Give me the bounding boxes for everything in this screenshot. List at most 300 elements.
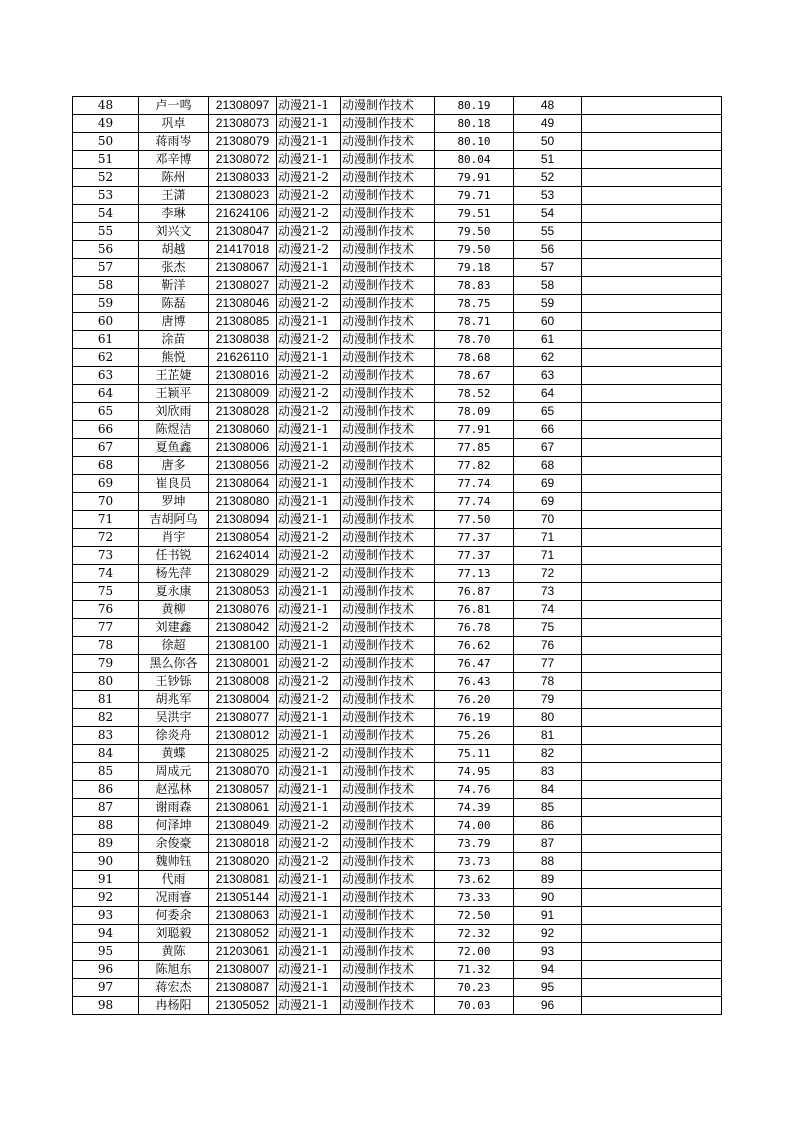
- student-id-cell: 21308077: [209, 709, 277, 727]
- row-number-cell: 97: [73, 979, 139, 997]
- student-name-cell: 涂苗: [139, 331, 209, 349]
- row-number-cell: 85: [73, 763, 139, 781]
- score-cell: 76.78: [435, 619, 514, 637]
- row-number-cell: 50: [73, 133, 139, 151]
- class-name-cell: 动漫21-2: [277, 385, 341, 403]
- score-cell: 77.74: [435, 493, 514, 511]
- row-number-cell: 83: [73, 727, 139, 745]
- row-number-cell: 60: [73, 313, 139, 331]
- major-name-cell: 动漫制作技术: [341, 889, 435, 907]
- score-cell: 79.71: [435, 187, 514, 205]
- blank-cell: [582, 277, 722, 295]
- student-name-cell: 胡越: [139, 241, 209, 259]
- table-row: [73, 295, 722, 313]
- class-name-cell: 动漫21-1: [277, 151, 341, 169]
- row-number-cell: 93: [73, 907, 139, 925]
- blank-cell: [582, 619, 722, 637]
- rank-cell: 71: [514, 529, 582, 547]
- score-cell: 74.76: [435, 781, 514, 799]
- rank-cell: 54: [514, 205, 582, 223]
- student-name-cell: 余俊豪: [139, 835, 209, 853]
- table-body: [73, 97, 722, 1015]
- rank-cell: 90: [514, 889, 582, 907]
- row-number-cell: 98: [73, 997, 139, 1015]
- rank-cell: 93: [514, 943, 582, 961]
- score-cell: 79.50: [435, 223, 514, 241]
- major-name-cell: 动漫制作技术: [341, 763, 435, 781]
- score-cell: 80.18: [435, 115, 514, 133]
- blank-cell: [582, 835, 722, 853]
- score-cell: 79.50: [435, 241, 514, 259]
- table-row: [73, 349, 722, 367]
- score-cell: 79.51: [435, 205, 514, 223]
- row-number-cell: 76: [73, 601, 139, 619]
- student-id-cell: 21305052: [209, 997, 277, 1015]
- row-number-cell: 90: [73, 853, 139, 871]
- student-id-cell: 21308094: [209, 511, 277, 529]
- student-name-cell: 巩卓: [139, 115, 209, 133]
- student-name-cell: 谢雨森: [139, 799, 209, 817]
- class-name-cell: 动漫21-2: [277, 565, 341, 583]
- score-cell: 79.18: [435, 259, 514, 277]
- student-id-cell: 21308029: [209, 565, 277, 583]
- table-row: [73, 511, 722, 529]
- row-number-cell: 88: [73, 817, 139, 835]
- class-name-cell: 动漫21-1: [277, 925, 341, 943]
- major-name-cell: 动漫制作技术: [341, 259, 435, 277]
- student-name-cell: 周成元: [139, 763, 209, 781]
- student-name-cell: 靳洋: [139, 277, 209, 295]
- rank-cell: 79: [514, 691, 582, 709]
- table-row: [73, 619, 722, 637]
- rank-cell: 91: [514, 907, 582, 925]
- score-cell: 71.32: [435, 961, 514, 979]
- student-name-cell: 黄陈: [139, 943, 209, 961]
- student-id-cell: 21308049: [209, 817, 277, 835]
- class-name-cell: 动漫21-2: [277, 619, 341, 637]
- student-id-cell: 21308046: [209, 295, 277, 313]
- student-id-cell: 21308067: [209, 259, 277, 277]
- major-name-cell: 动漫制作技术: [341, 655, 435, 673]
- rank-cell: 51: [514, 151, 582, 169]
- student-name-cell: 蒋宏杰: [139, 979, 209, 997]
- blank-cell: [582, 511, 722, 529]
- score-cell: 77.37: [435, 547, 514, 565]
- major-name-cell: 动漫制作技术: [341, 97, 435, 115]
- rank-cell: 48: [514, 97, 582, 115]
- blank-cell: [582, 637, 722, 655]
- blank-cell: [582, 979, 722, 997]
- ranking-table: [72, 96, 722, 1015]
- class-name-cell: 动漫21-2: [277, 745, 341, 763]
- student-id-cell: 21308004: [209, 691, 277, 709]
- score-cell: 73.62: [435, 871, 514, 889]
- student-id-cell: 21308016: [209, 367, 277, 385]
- table-row: [73, 115, 722, 133]
- major-name-cell: 动漫制作技术: [341, 727, 435, 745]
- score-cell: 77.50: [435, 511, 514, 529]
- student-id-cell: 21308006: [209, 439, 277, 457]
- score-cell: 74.00: [435, 817, 514, 835]
- major-name-cell: 动漫制作技术: [341, 781, 435, 799]
- blank-cell: [582, 403, 722, 421]
- score-cell: 73.79: [435, 835, 514, 853]
- score-cell: 80.04: [435, 151, 514, 169]
- score-cell: 75.11: [435, 745, 514, 763]
- table-row: [73, 259, 722, 277]
- table-row: [73, 673, 722, 691]
- major-name-cell: 动漫制作技术: [341, 367, 435, 385]
- blank-cell: [582, 547, 722, 565]
- row-number-cell: 49: [73, 115, 139, 133]
- row-number-cell: 61: [73, 331, 139, 349]
- score-cell: 72.50: [435, 907, 514, 925]
- student-name-cell: 陈旭东: [139, 961, 209, 979]
- class-name-cell: 动漫21-1: [277, 475, 341, 493]
- row-number-cell: 67: [73, 439, 139, 457]
- student-id-cell: 21308028: [209, 403, 277, 421]
- student-name-cell: 张杰: [139, 259, 209, 277]
- class-name-cell: 动漫21-1: [277, 133, 341, 151]
- student-name-cell: 唐博: [139, 313, 209, 331]
- score-cell: 76.43: [435, 673, 514, 691]
- row-number-cell: 62: [73, 349, 139, 367]
- score-cell: 80.19: [435, 97, 514, 115]
- blank-cell: [582, 565, 722, 583]
- major-name-cell: 动漫制作技术: [341, 295, 435, 313]
- student-id-cell: 21308072: [209, 151, 277, 169]
- student-name-cell: 邓辛博: [139, 151, 209, 169]
- class-name-cell: 动漫21-1: [277, 799, 341, 817]
- blank-cell: [582, 295, 722, 313]
- major-name-cell: 动漫制作技术: [341, 583, 435, 601]
- table-row: [73, 691, 722, 709]
- score-cell: 80.10: [435, 133, 514, 151]
- score-cell: 72.32: [435, 925, 514, 943]
- row-number-cell: 57: [73, 259, 139, 277]
- student-id-cell: 21308079: [209, 133, 277, 151]
- rank-cell: 71: [514, 547, 582, 565]
- blank-cell: [582, 925, 722, 943]
- major-name-cell: 动漫制作技术: [341, 187, 435, 205]
- major-name-cell: 动漫制作技术: [341, 169, 435, 187]
- row-number-cell: 66: [73, 421, 139, 439]
- major-name-cell: 动漫制作技术: [341, 673, 435, 691]
- class-name-cell: 动漫21-2: [277, 673, 341, 691]
- score-cell: 78.71: [435, 313, 514, 331]
- row-number-cell: 69: [73, 475, 139, 493]
- class-name-cell: 动漫21-1: [277, 871, 341, 889]
- row-number-cell: 63: [73, 367, 139, 385]
- blank-cell: [582, 493, 722, 511]
- student-name-cell: 刘聪毅: [139, 925, 209, 943]
- rank-cell: 75: [514, 619, 582, 637]
- row-number-cell: 71: [73, 511, 139, 529]
- student-name-cell: 唐多: [139, 457, 209, 475]
- major-name-cell: 动漫制作技术: [341, 943, 435, 961]
- score-cell: 77.13: [435, 565, 514, 583]
- student-id-cell: 21308064: [209, 475, 277, 493]
- row-number-cell: 48: [73, 97, 139, 115]
- major-name-cell: 动漫制作技术: [341, 853, 435, 871]
- blank-cell: [582, 853, 722, 871]
- table-row: [73, 961, 722, 979]
- student-name-cell: 夏永康: [139, 583, 209, 601]
- class-name-cell: 动漫21-2: [277, 223, 341, 241]
- blank-cell: [582, 457, 722, 475]
- major-name-cell: 动漫制作技术: [341, 601, 435, 619]
- major-name-cell: 动漫制作技术: [341, 277, 435, 295]
- score-cell: 76.62: [435, 637, 514, 655]
- class-name-cell: 动漫21-1: [277, 763, 341, 781]
- student-id-cell: 21308056: [209, 457, 277, 475]
- rank-cell: 50: [514, 133, 582, 151]
- major-name-cell: 动漫制作技术: [341, 637, 435, 655]
- class-name-cell: 动漫21-2: [277, 241, 341, 259]
- blank-cell: [582, 151, 722, 169]
- student-id-cell: 21308047: [209, 223, 277, 241]
- row-number-cell: 70: [73, 493, 139, 511]
- major-name-cell: 动漫制作技术: [341, 115, 435, 133]
- major-name-cell: 动漫制作技术: [341, 619, 435, 637]
- table-row: [73, 943, 722, 961]
- student-id-cell: 21308057: [209, 781, 277, 799]
- major-name-cell: 动漫制作技术: [341, 457, 435, 475]
- table-row: [73, 331, 722, 349]
- blank-cell: [582, 601, 722, 619]
- class-name-cell: 动漫21-2: [277, 205, 341, 223]
- student-name-cell: 徐炎舟: [139, 727, 209, 745]
- blank-cell: [582, 169, 722, 187]
- blank-cell: [582, 943, 722, 961]
- table-row: [73, 601, 722, 619]
- student-id-cell: 21308100: [209, 637, 277, 655]
- class-name-cell: 动漫21-1: [277, 115, 341, 133]
- table-row: [73, 745, 722, 763]
- blank-cell: [582, 259, 722, 277]
- student-name-cell: 罗坤: [139, 493, 209, 511]
- major-name-cell: 动漫制作技术: [341, 151, 435, 169]
- student-name-cell: 黑么你各: [139, 655, 209, 673]
- major-name-cell: 动漫制作技术: [341, 745, 435, 763]
- blank-cell: [582, 781, 722, 799]
- student-name-cell: 陈州: [139, 169, 209, 187]
- table-row: [73, 853, 722, 871]
- class-name-cell: 动漫21-1: [277, 943, 341, 961]
- class-name-cell: 动漫21-1: [277, 439, 341, 457]
- student-name-cell: 李琳: [139, 205, 209, 223]
- row-number-cell: 73: [73, 547, 139, 565]
- table-row: [73, 583, 722, 601]
- row-number-cell: 80: [73, 673, 139, 691]
- table-row: [73, 529, 722, 547]
- student-id-cell: 21308008: [209, 673, 277, 691]
- rank-cell: 65: [514, 403, 582, 421]
- blank-cell: [582, 133, 722, 151]
- rank-cell: 86: [514, 817, 582, 835]
- class-name-cell: 动漫21-2: [277, 529, 341, 547]
- major-name-cell: 动漫制作技术: [341, 223, 435, 241]
- score-cell: 77.37: [435, 529, 514, 547]
- score-cell: 78.75: [435, 295, 514, 313]
- rank-cell: 60: [514, 313, 582, 331]
- student-name-cell: 卢一鸣: [139, 97, 209, 115]
- blank-cell: [582, 655, 722, 673]
- rank-cell: 52: [514, 169, 582, 187]
- student-name-cell: 夏鱼鑫: [139, 439, 209, 457]
- score-cell: 76.87: [435, 583, 514, 601]
- row-number-cell: 78: [73, 637, 139, 655]
- score-cell: 76.81: [435, 601, 514, 619]
- class-name-cell: 动漫21-1: [277, 511, 341, 529]
- student-id-cell: 21308052: [209, 925, 277, 943]
- major-name-cell: 动漫制作技术: [341, 421, 435, 439]
- major-name-cell: 动漫制作技术: [341, 997, 435, 1015]
- score-cell: 76.47: [435, 655, 514, 673]
- major-name-cell: 动漫制作技术: [341, 547, 435, 565]
- table-row: [73, 223, 722, 241]
- class-name-cell: 动漫21-2: [277, 277, 341, 295]
- rank-cell: 69: [514, 475, 582, 493]
- rank-cell: 66: [514, 421, 582, 439]
- table-row: [73, 475, 722, 493]
- row-number-cell: 56: [73, 241, 139, 259]
- rank-cell: 62: [514, 349, 582, 367]
- score-cell: 73.33: [435, 889, 514, 907]
- rank-cell: 67: [514, 439, 582, 457]
- rank-cell: 81: [514, 727, 582, 745]
- class-name-cell: 动漫21-2: [277, 331, 341, 349]
- blank-cell: [582, 745, 722, 763]
- table-row: [73, 565, 722, 583]
- major-name-cell: 动漫制作技术: [341, 349, 435, 367]
- class-name-cell: 动漫21-2: [277, 655, 341, 673]
- rank-cell: 89: [514, 871, 582, 889]
- blank-cell: [582, 187, 722, 205]
- class-name-cell: 动漫21-1: [277, 781, 341, 799]
- table-row: [73, 403, 722, 421]
- table-row: [73, 997, 722, 1015]
- score-cell: 77.91: [435, 421, 514, 439]
- student-name-cell: 王潇: [139, 187, 209, 205]
- student-name-cell: 王钞铄: [139, 673, 209, 691]
- score-cell: 75.26: [435, 727, 514, 745]
- major-name-cell: 动漫制作技术: [341, 907, 435, 925]
- class-name-cell: 动漫21-1: [277, 979, 341, 997]
- blank-cell: [582, 241, 722, 259]
- row-number-cell: 82: [73, 709, 139, 727]
- rank-cell: 55: [514, 223, 582, 241]
- blank-cell: [582, 205, 722, 223]
- student-name-cell: 胡兆军: [139, 691, 209, 709]
- student-id-cell: 21308027: [209, 277, 277, 295]
- row-number-cell: 52: [73, 169, 139, 187]
- student-name-cell: 况雨睿: [139, 889, 209, 907]
- student-id-cell: 21624106: [209, 205, 277, 223]
- table-row: [73, 151, 722, 169]
- score-cell: 77.74: [435, 475, 514, 493]
- student-id-cell: 21308061: [209, 799, 277, 817]
- student-name-cell: 魏帅钰: [139, 853, 209, 871]
- rank-cell: 58: [514, 277, 582, 295]
- row-number-cell: 86: [73, 781, 139, 799]
- score-cell: 78.09: [435, 403, 514, 421]
- class-name-cell: 动漫21-1: [277, 637, 341, 655]
- class-name-cell: 动漫21-1: [277, 709, 341, 727]
- table-row: [73, 799, 722, 817]
- student-id-cell: 21308025: [209, 745, 277, 763]
- rank-cell: 92: [514, 925, 582, 943]
- class-name-cell: 动漫21-2: [277, 403, 341, 421]
- table-row: [73, 169, 722, 187]
- row-number-cell: 95: [73, 943, 139, 961]
- major-name-cell: 动漫制作技术: [341, 493, 435, 511]
- rank-cell: 96: [514, 997, 582, 1015]
- blank-cell: [582, 889, 722, 907]
- student-id-cell: 21308033: [209, 169, 277, 187]
- class-name-cell: 动漫21-2: [277, 547, 341, 565]
- blank-cell: [582, 709, 722, 727]
- class-name-cell: 动漫21-1: [277, 421, 341, 439]
- table-row: [73, 709, 722, 727]
- row-number-cell: 94: [73, 925, 139, 943]
- score-cell: 77.82: [435, 457, 514, 475]
- table-row: [73, 547, 722, 565]
- class-name-cell: 动漫21-1: [277, 97, 341, 115]
- major-name-cell: 动漫制作技术: [341, 241, 435, 259]
- student-name-cell: 刘兴文: [139, 223, 209, 241]
- class-name-cell: 动漫21-2: [277, 457, 341, 475]
- blank-cell: [582, 727, 722, 745]
- student-id-cell: 21308054: [209, 529, 277, 547]
- rank-cell: 88: [514, 853, 582, 871]
- table-row: [73, 367, 722, 385]
- student-id-cell: 21308070: [209, 763, 277, 781]
- student-name-cell: 刘欣雨: [139, 403, 209, 421]
- blank-cell: [582, 997, 722, 1015]
- score-cell: 74.95: [435, 763, 514, 781]
- student-name-cell: 陈煜洁: [139, 421, 209, 439]
- class-name-cell: 动漫21-1: [277, 313, 341, 331]
- row-number-cell: 89: [73, 835, 139, 853]
- class-name-cell: 动漫21-2: [277, 187, 341, 205]
- rank-cell: 57: [514, 259, 582, 277]
- blank-cell: [582, 313, 722, 331]
- student-id-cell: 21308023: [209, 187, 277, 205]
- student-name-cell: 肖宇: [139, 529, 209, 547]
- table-row: [73, 979, 722, 997]
- rank-cell: 61: [514, 331, 582, 349]
- student-name-cell: 徐超: [139, 637, 209, 655]
- student-id-cell: 21308009: [209, 385, 277, 403]
- student-name-cell: 黄柳: [139, 601, 209, 619]
- class-name-cell: 动漫21-2: [277, 817, 341, 835]
- blank-cell: [582, 961, 722, 979]
- student-name-cell: 崔良员: [139, 475, 209, 493]
- class-name-cell: 动漫21-1: [277, 727, 341, 745]
- table-row: [73, 385, 722, 403]
- rank-cell: 72: [514, 565, 582, 583]
- rank-cell: 69: [514, 493, 582, 511]
- class-name-cell: 动漫21-1: [277, 259, 341, 277]
- row-number-cell: 58: [73, 277, 139, 295]
- table-row: [73, 133, 722, 151]
- class-name-cell: 动漫21-2: [277, 691, 341, 709]
- student-name-cell: 蒋雨岑: [139, 133, 209, 151]
- blank-cell: [582, 439, 722, 457]
- student-name-cell: 任书锐: [139, 547, 209, 565]
- major-name-cell: 动漫制作技术: [341, 709, 435, 727]
